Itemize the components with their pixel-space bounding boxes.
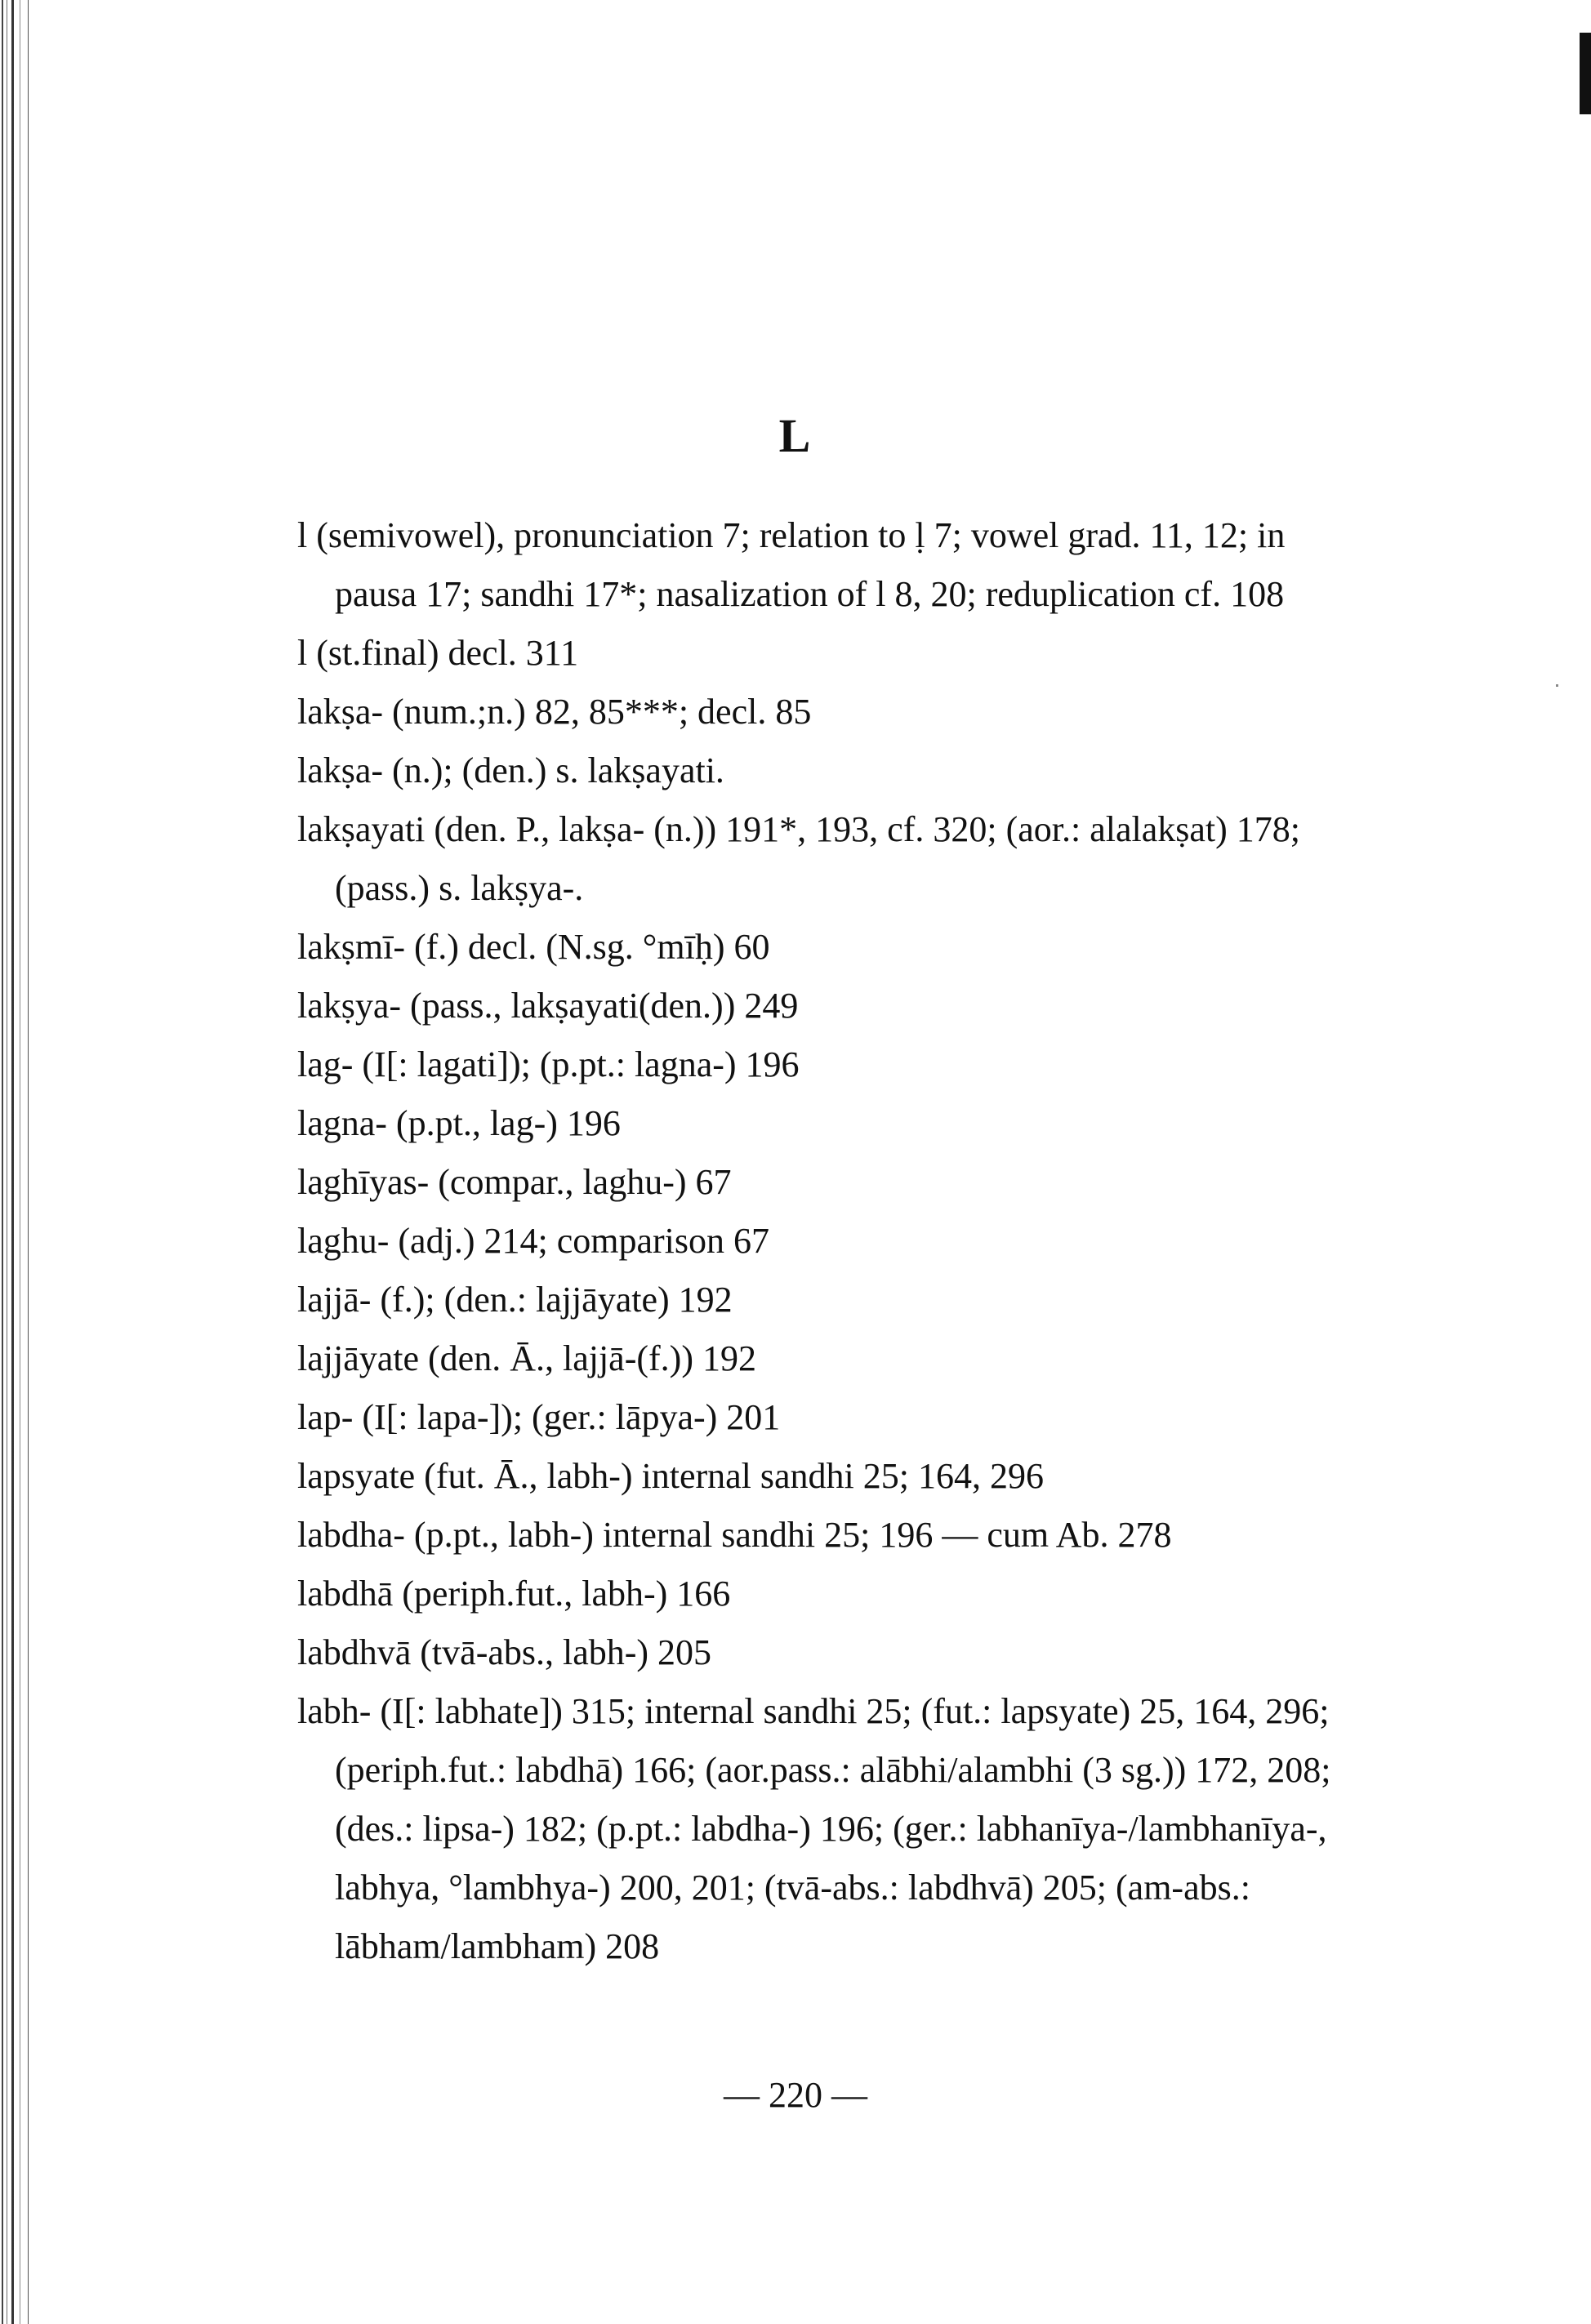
index-entry: laghu- (adj.) 214; comparison 67 bbox=[297, 1221, 769, 1261]
index-entry: lagna- (p.pt., lag-) 196 bbox=[297, 1103, 621, 1143]
index-entry: labh- (I[: labhate]) 315; internal sandhi 25; (fut.: lapsyate) 25, 164, 296; (periph.fut.: labdhā) 166; (aor.pass.: alābhi/alambhi (3 sg.)) 172, 208; (des.: lipsa-) 182; (p.pt.: labdha-) 196; (ger.: labhanīya-/lambhanīya-, labhya, °lambhya-) 200, 201; (tvā-abs.: labdhvā) 205; (am-abs.: lābham/lambham) 208 bbox=[297, 1691, 1331, 1966]
index-entries bbox=[297, 506, 1375, 1976]
index-entry: lakṣayati (den. P., lakṣa- (n.)) 191*, 193, cf. 320; (aor.: alalakṣat) 178; (pass.) s. lakṣya-. bbox=[297, 809, 1301, 908]
section-heading: L bbox=[778, 409, 813, 462]
index-entry: labdhvā (tvā-abs., labh-) 205 bbox=[297, 1632, 712, 1672]
binding-edge bbox=[0, 0, 51, 2324]
corner-mark bbox=[1580, 33, 1591, 114]
scan-speck bbox=[1556, 684, 1558, 687]
index-entry: lajjāyate (den. Ā., lajjā-(f.)) 192 bbox=[297, 1338, 756, 1378]
index-entry: lap- (I[: lapa-]); (ger.: lāpya-) 201 bbox=[297, 1397, 781, 1437]
index-entry: l (st.final) decl. 311 bbox=[297, 633, 579, 673]
index-entry: labdhā (periph.fut., labh-) 166 bbox=[297, 1574, 731, 1614]
index-entry: lakṣya- (pass., lakṣayati(den.)) 249 bbox=[297, 986, 799, 1026]
index-entry: lakṣa- (n.); (den.) s. lakṣayati. bbox=[297, 750, 724, 790]
index-entry: lag- (I[: lagati]); (p.pt.: lagna-) 196 bbox=[297, 1044, 800, 1084]
index-entry: lakṣmī- (f.) decl. (N.sg. °mīḥ) 60 bbox=[297, 927, 770, 967]
index-entry: l (semivowel), pronunciation 7; relation to ḷ 7; vowel grad. 11, 12; in pausa 17; sandhi 17*; nasalization of l 8, 20; reduplication cf. 108 bbox=[297, 515, 1286, 614]
index-entry: lapsyate (fut. Ā., labh-) internal sandhi 25; 164, 296 bbox=[297, 1456, 1045, 1496]
index-entry: lajjā- (f.); (den.: lajjāyate) 192 bbox=[297, 1280, 733, 1320]
index-entry: lakṣa- (num.;n.) 82, 85***; decl. 85 bbox=[297, 692, 812, 732]
page-number: — 220 — bbox=[724, 2075, 867, 2115]
index-entry: labdha- (p.pt., labh-) internal sandhi 25; 196 — cum Ab. 278 bbox=[297, 1515, 1172, 1555]
index-entry: laghīyas- (compar., laghu-) 67 bbox=[297, 1162, 732, 1202]
